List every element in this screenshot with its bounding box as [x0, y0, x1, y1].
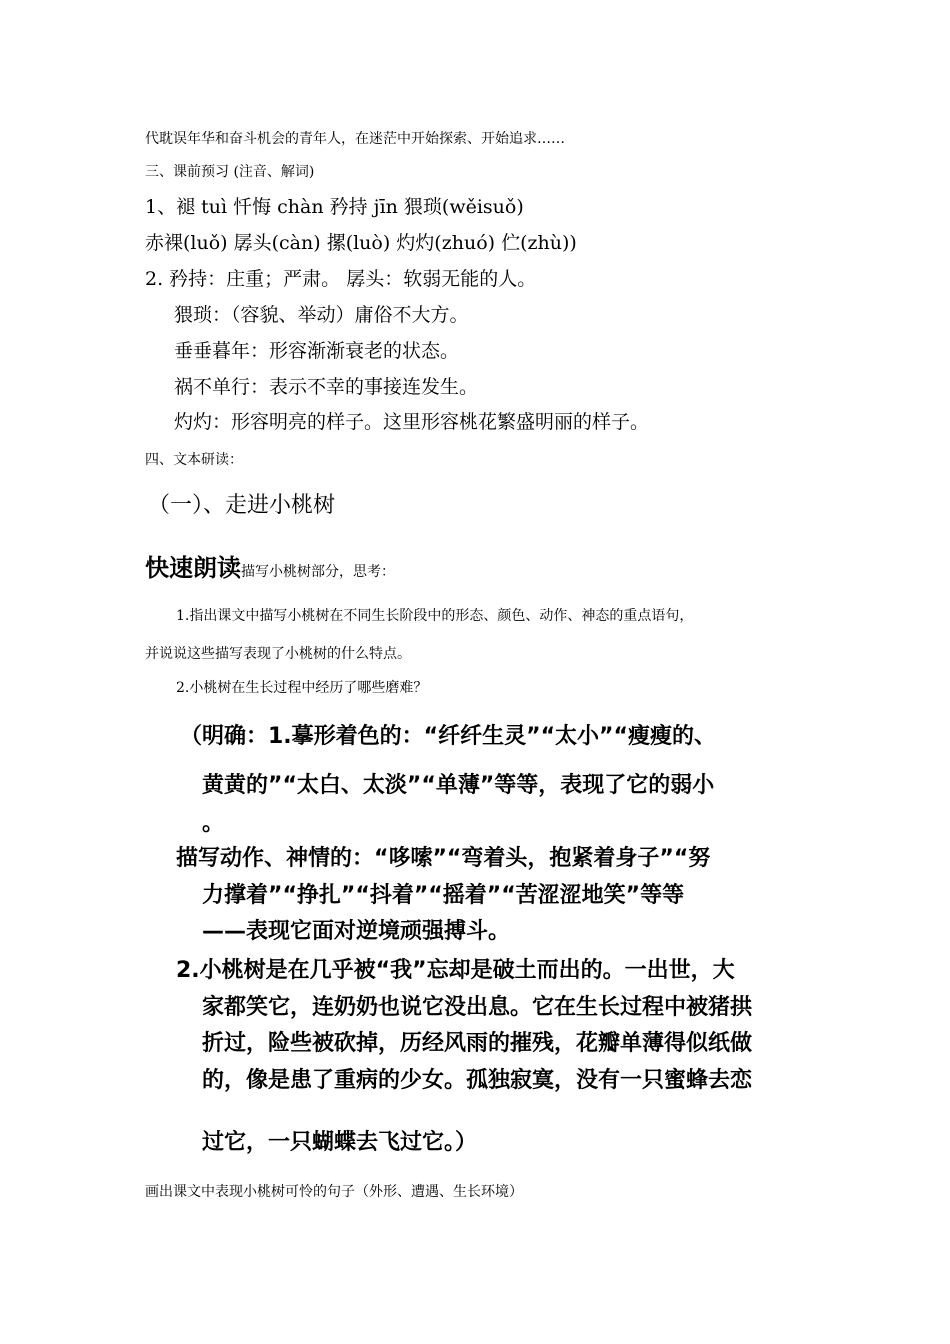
answer-line-5: 力撑着”“挣扎”“抖着”“摇着”“苦涩涩地笑”等等 [202, 883, 685, 908]
question-2: 2.小桃树在生长过程中经历了哪些磨难？ [176, 680, 428, 696]
fast-read-instruction: 描写小桃树部分，思考： [241, 564, 395, 580]
definition-line-1: 2. 矜持：庄重；严肃。 孱头：软弱无能的人。 [145, 268, 537, 290]
question-1-line-1: 1.指出课文中描写小桃树在不同生长阶段中的形态、颜色、动作、神态的重点语句， [176, 608, 694, 624]
question-1-line-2: 并说说这些描写表现了小桃树的什么特点。 [145, 646, 411, 662]
answer-line-3: 。 [202, 811, 225, 836]
definition-line-5: 灼灼：形容明亮的样子。这里形容桃花繁盛明丽的样子。 [174, 411, 650, 433]
answer-line-9: 折过，险些被砍掉，历经风雨的摧残，花瓣单薄得似纸做 [202, 1031, 753, 1056]
fast-read-line [145, 548, 395, 583]
answer-line-2: 黄黄的”“太白、太淡”“单薄”等等，表现了它的弱小 [202, 773, 715, 798]
definition-line-2: 猥琐：（容貌、举动）庸俗不大方。 [174, 304, 469, 326]
definition-line-3: 垂垂暮年：形容渐渐衰老的状态。 [174, 340, 460, 362]
pinyin-line-1: 1、褪 tuì 忏悔 chàn 矜持 jīn 猥琐(wěisuǒ) [145, 196, 524, 218]
definition-line-4: 祸不单行：表示不幸的事接连发生。 [174, 376, 479, 398]
fast-read-heading: 快速朗读 [145, 554, 241, 582]
answer-line-8: 家都笑它，连奶奶也说它没出息。它在生长过程中被猪拱 [202, 995, 753, 1020]
final-instruction: 画出课文中表现小桃树可怜的句子（外形、遭遇、生长环境） [145, 1184, 523, 1200]
pinyin-line-2: 赤裸(luǒ) 孱头(càn) 摞(luò) 灼灼(zhuó) 伫(zhù)) [145, 232, 577, 254]
intro-line: 代耽误年华和奋斗机会的青年人，在迷茫中开始探索、开始追求…… [145, 131, 565, 147]
answer-line-10: 的，像是患了重病的少女。孤独寂寞，没有一只蜜蜂去恋 [202, 1068, 753, 1093]
section-4-title: 四、文本研读： [145, 452, 243, 468]
part-1-title: （一）、走进小桃树 [148, 493, 336, 518]
section-3-title: 三、课前预习 (注音、解词) [145, 164, 315, 180]
answer-line-7: 2.小桃树是在几乎被“我”忘却是破土而出的。一出世，大 [176, 958, 735, 983]
answer-line-1: （明确：1.摹形着色的：“纤纤生灵”“太小”“瘦瘦的、 [180, 724, 716, 749]
answer-line-4: 描写动作、神情的：“哆嗦”“弯着头，抱紧着身子”“努 [176, 846, 711, 871]
answer-line-11: 过它，一只蝴蝶去飞过它。） [202, 1130, 478, 1155]
answer-line-6: ——表现它面对逆境顽强搏斗。 [202, 919, 511, 944]
